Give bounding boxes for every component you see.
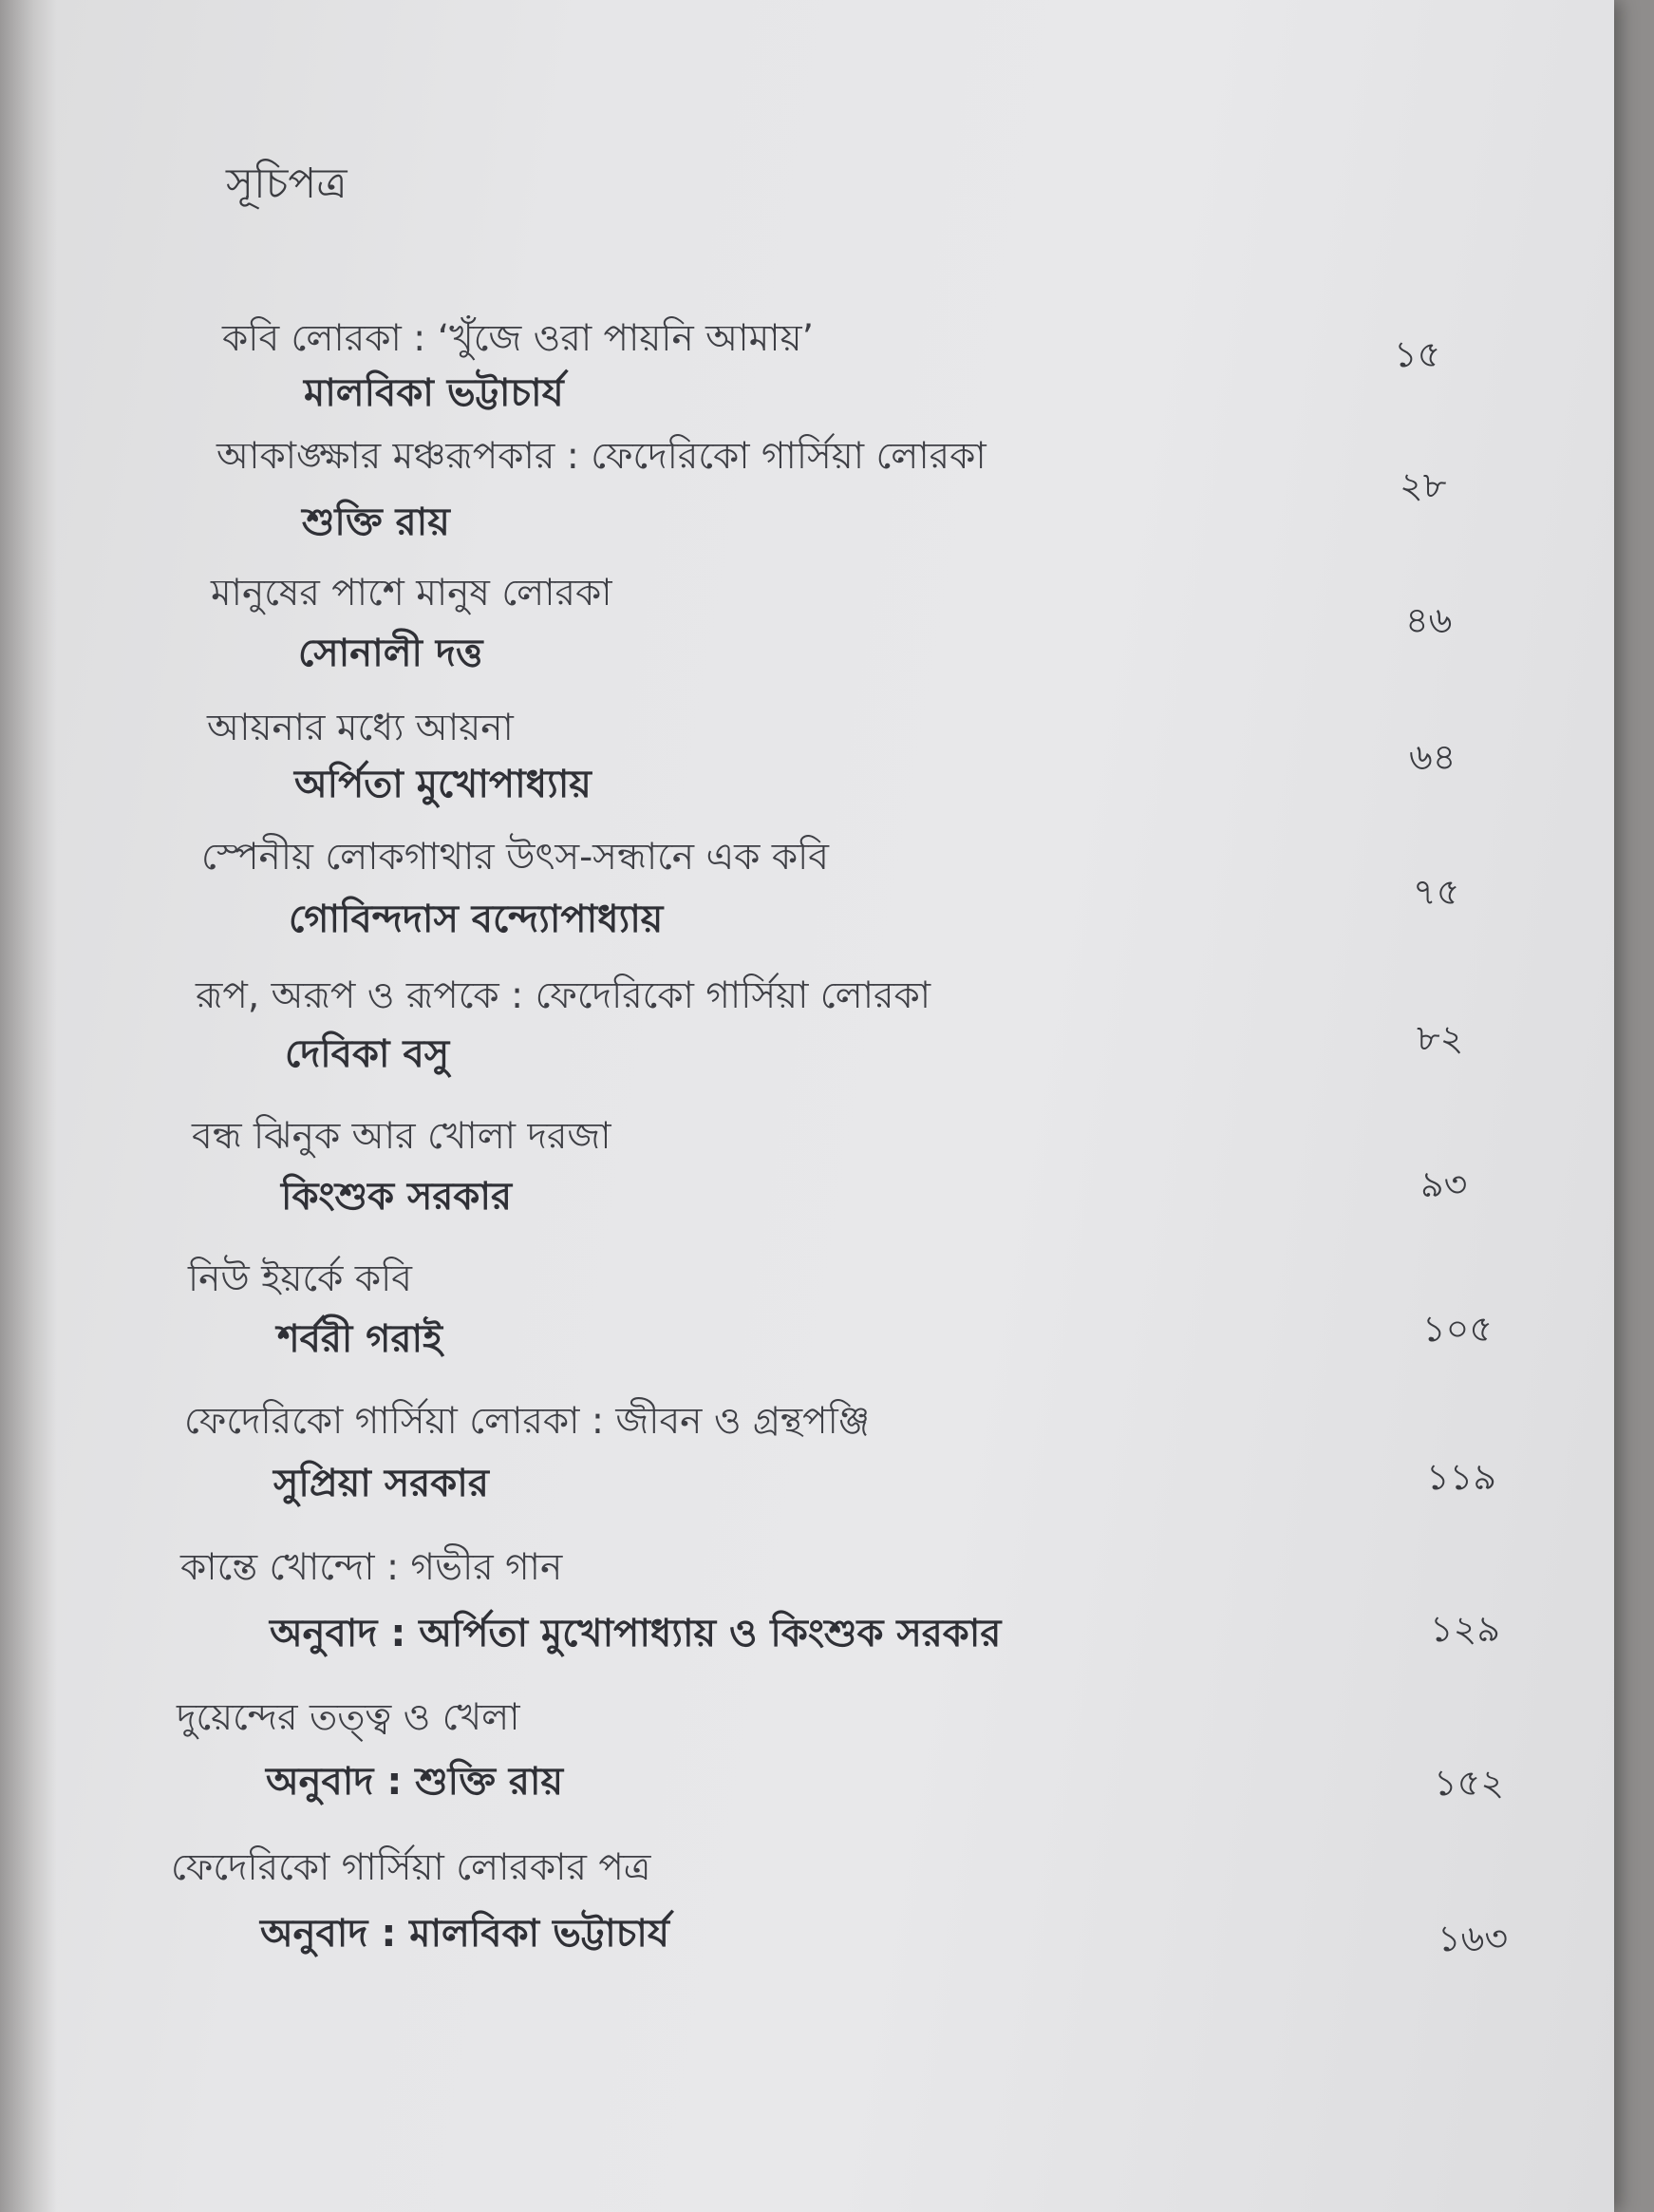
toc-entry xyxy=(0,1244,1614,1387)
toc-entry-title: স্পেনীয় লোকগাথার উৎস-সন্ধানে এক কবি xyxy=(201,836,829,879)
toc-entry-page-number: ৬৪ xyxy=(1409,736,1457,778)
toc-entry-title: আয়নার মধ্যে আয়না xyxy=(207,707,514,749)
toc-entry-title: মানুষের পাশে মানুষ লোরকা xyxy=(211,572,612,614)
toc-entry-page-number: ৪৬ xyxy=(1405,599,1453,641)
toc-entry xyxy=(0,1102,1614,1244)
toc-entry-title: কবি লোরকা : ‘খুঁজে ওরা পায়নি আমায়’ xyxy=(222,317,814,360)
toc-entry-title: আকাঙ্ক্ষার মঞ্চরূপকার : ফেদেরিকো গার্সিয়া লোরকা xyxy=(216,435,987,478)
toc-entry xyxy=(0,822,1614,965)
toc-entry-author: অনুবাদ : অর্পিতা মুখোপাধ্যায় ও কিংশুক সরকার xyxy=(270,1612,1002,1655)
toc-entry-page-number: ৭৫ xyxy=(1413,871,1460,913)
toc-entry-page-number: ১৬৩ xyxy=(1438,1918,1509,1959)
toc-entry-page-number: ১১৯ xyxy=(1426,1456,1496,1498)
toc-entry-author: গোবিন্দদাস বন্দ্যোপাধ্যায় xyxy=(289,898,664,941)
toc-entry-author: অনুবাদ : শুক্তি রায় xyxy=(266,1760,564,1804)
toc-entry-page-number: ১২৯ xyxy=(1430,1608,1501,1650)
toc-entry-author: সোনালী দত্ত xyxy=(298,632,483,675)
toc-entry-author: কিংশুক সরকার xyxy=(281,1175,513,1219)
toc-entry-page-number: ২৮ xyxy=(1400,464,1447,506)
toc-entry xyxy=(0,1533,1614,1675)
toc-entry-title: বন্ধ ঝিনুক আর খোলা দরজা xyxy=(192,1115,611,1158)
toc-entry xyxy=(0,414,1614,557)
toc-entry-title: কান্তে খোন্দো : গভীর গান xyxy=(180,1546,563,1589)
toc-entry xyxy=(0,1683,1614,1825)
page-title: সূচিপত্র xyxy=(226,160,348,208)
toc-entry xyxy=(0,1387,1614,1529)
toc-entry-title: নিউ ইয়র্কে কবি xyxy=(188,1257,412,1300)
toc-entry xyxy=(0,961,1614,1104)
toc-entry-author: শর্বরী গরাই xyxy=(277,1317,442,1361)
toc-entry-title: ফেদেরিকো গার্সিয়া লোরকা : জীবন ও গ্রন্থপঞ্জি xyxy=(184,1400,871,1443)
toc-entry-page-number: ৮২ xyxy=(1417,1017,1464,1059)
toc-entry-title: দুয়েন্দের তত্ত্ব ও খেলা xyxy=(177,1696,520,1739)
toc-entry-author: অর্পিতা মুখোপাধ্যায় xyxy=(294,763,592,806)
toc-entry-page-number: ১০৫ xyxy=(1422,1308,1494,1350)
toc-entry-author: সুপ্রিয়া সরকার xyxy=(273,1462,489,1505)
toc-entry-page-number: ১৫২ xyxy=(1434,1762,1505,1804)
toc-entry-title: রূপ, অরূপ ও রূপকে : ফেদেরিকো গার্সিয়া লোরকা xyxy=(196,974,931,1017)
toc-entry-author: দেবিকা বসু xyxy=(285,1032,450,1076)
toc-entry-title: ফেদেরিকো গার্সিয়া লোরকার পত্র xyxy=(171,1846,651,1889)
toc-entry xyxy=(0,1833,1614,1976)
toc-entry-author: শুক্তি রায় xyxy=(302,501,450,544)
toc-entry xyxy=(0,558,1614,701)
toc-entry-page-number: ১৫ xyxy=(1394,333,1441,375)
toc-entry xyxy=(0,693,1614,836)
toc-entry-page-number: ৯৩ xyxy=(1420,1163,1468,1205)
toc-entry-author: অনুবাদ : মালবিকা ভট্টাচার্য xyxy=(260,1912,669,1956)
toc-entry-author: মালবিকা ভট্টাচার্য xyxy=(304,371,564,415)
